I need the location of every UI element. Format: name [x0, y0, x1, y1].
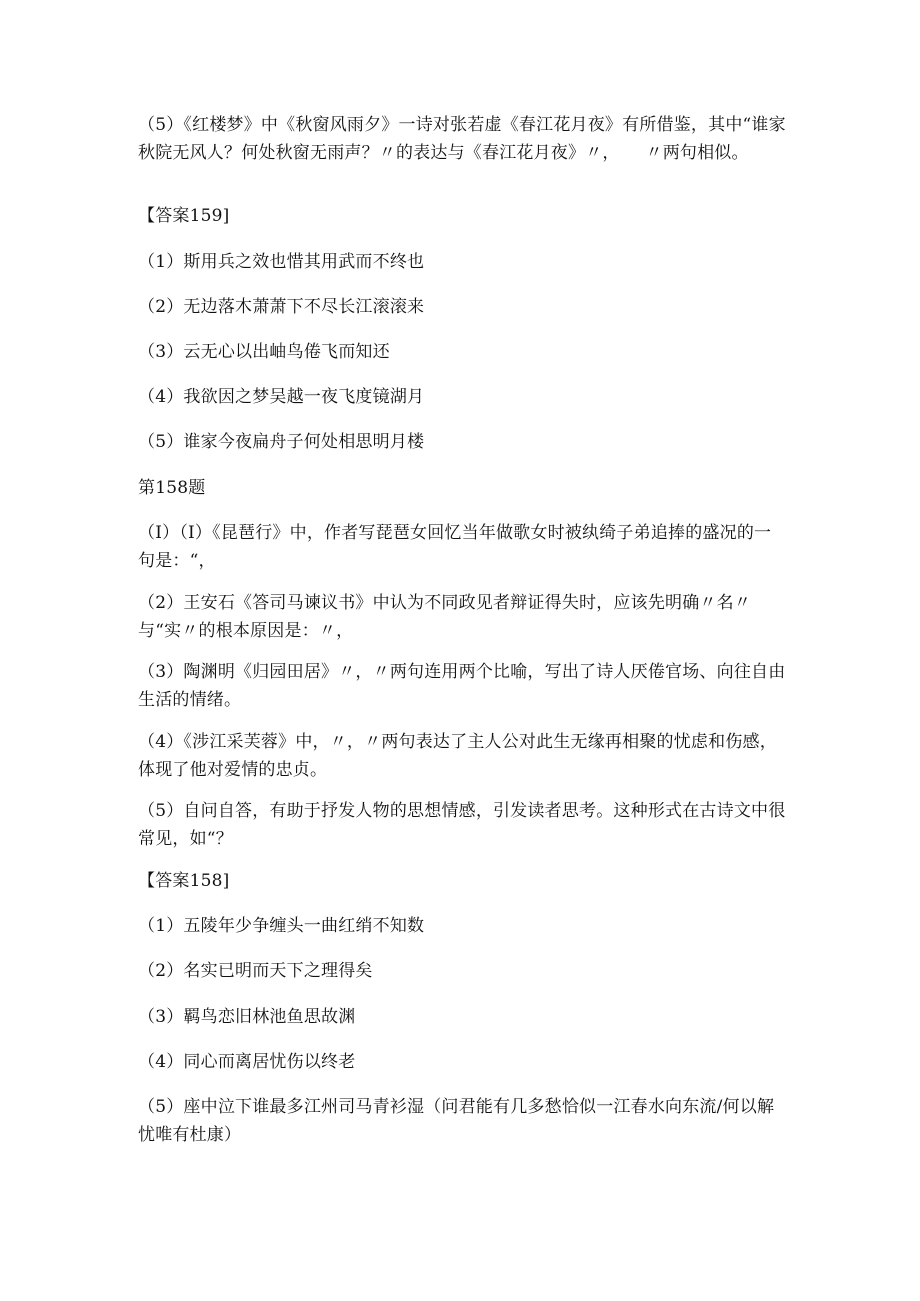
- answer-158-item-4: （4）同心而离居忧伤以终老: [138, 1052, 356, 1072]
- answer-159-item-1: （1）斯用兵之效也惜其用武而不终也: [138, 252, 425, 272]
- question-158-item-2: （2）王安石《答司马谏议书》中认为不同政见者辩证得失时，应该先明确〃名〃与“实〃的根本原因是：〃，: [138, 593, 752, 641]
- answer-158-item-1: （1）五陵年少争缠头一曲红绡不知数: [138, 916, 425, 936]
- answer-159-item-5: （5）谁家今夜扁舟子何处相思明月楼: [138, 432, 425, 452]
- question-159-item-5: （5）《红楼梦》中《秋窗风雨夕》一诗对张若虚《春江花月夜》有所借鉴，其中“谁家秋院无风人？何处秋窗无雨声？〃的表达与《春江花月夜》〃， 〃两句相似。: [138, 115, 786, 163]
- question-158-item-3: （3）陶渊明《归园田居》〃，〃两句连用两个比喻，写出了诗人厌倦官场、向往自由生活的情绪。: [138, 662, 786, 710]
- question-158-item-1: （I）（I）《昆琶行》中，作者写琵琶女回忆当年做歌女时被纨绮子弟追捧的盛况的一句是：“，: [138, 523, 772, 571]
- question-158-item-5: （5）自问自答，有助于抒发人物的思想情感，引发读者思考。这种形式在古诗文中很常见，如“？: [138, 801, 786, 849]
- answer-158-item-2: （2）名实已明而天下之理得矣: [138, 961, 373, 981]
- answer-159-item-4: （4）我欲因之梦吴越一夜飞度镜湖月: [138, 387, 425, 407]
- answer-158-item-5: （5）座中泣下谁最多江州司马青衫湿（问君能有几多愁恰似一江春水向东流/何以解忧唯有杜康）: [138, 1097, 775, 1145]
- question-158-item-4: （4）《涉江采芙蓉》中，〃，〃两句表达了主人公对此生无缘再相聚的忧虑和伤感，体现了他对爱情的忠贞。: [138, 732, 777, 780]
- answer-159-heading: 【答案159]: [138, 206, 230, 226]
- question-158-heading: 第158题: [138, 478, 206, 498]
- answer-159-item-3: （3）云无心以出岫鸟倦飞而知还: [138, 342, 390, 362]
- answer-158-heading: 【答案158]: [138, 871, 230, 891]
- answer-158-item-3: （3）羁鸟恋旧林池鱼思故渊: [138, 1007, 356, 1027]
- answer-159-item-2: （2）无边落木萧萧下不尽长江滚滚来: [138, 297, 425, 317]
